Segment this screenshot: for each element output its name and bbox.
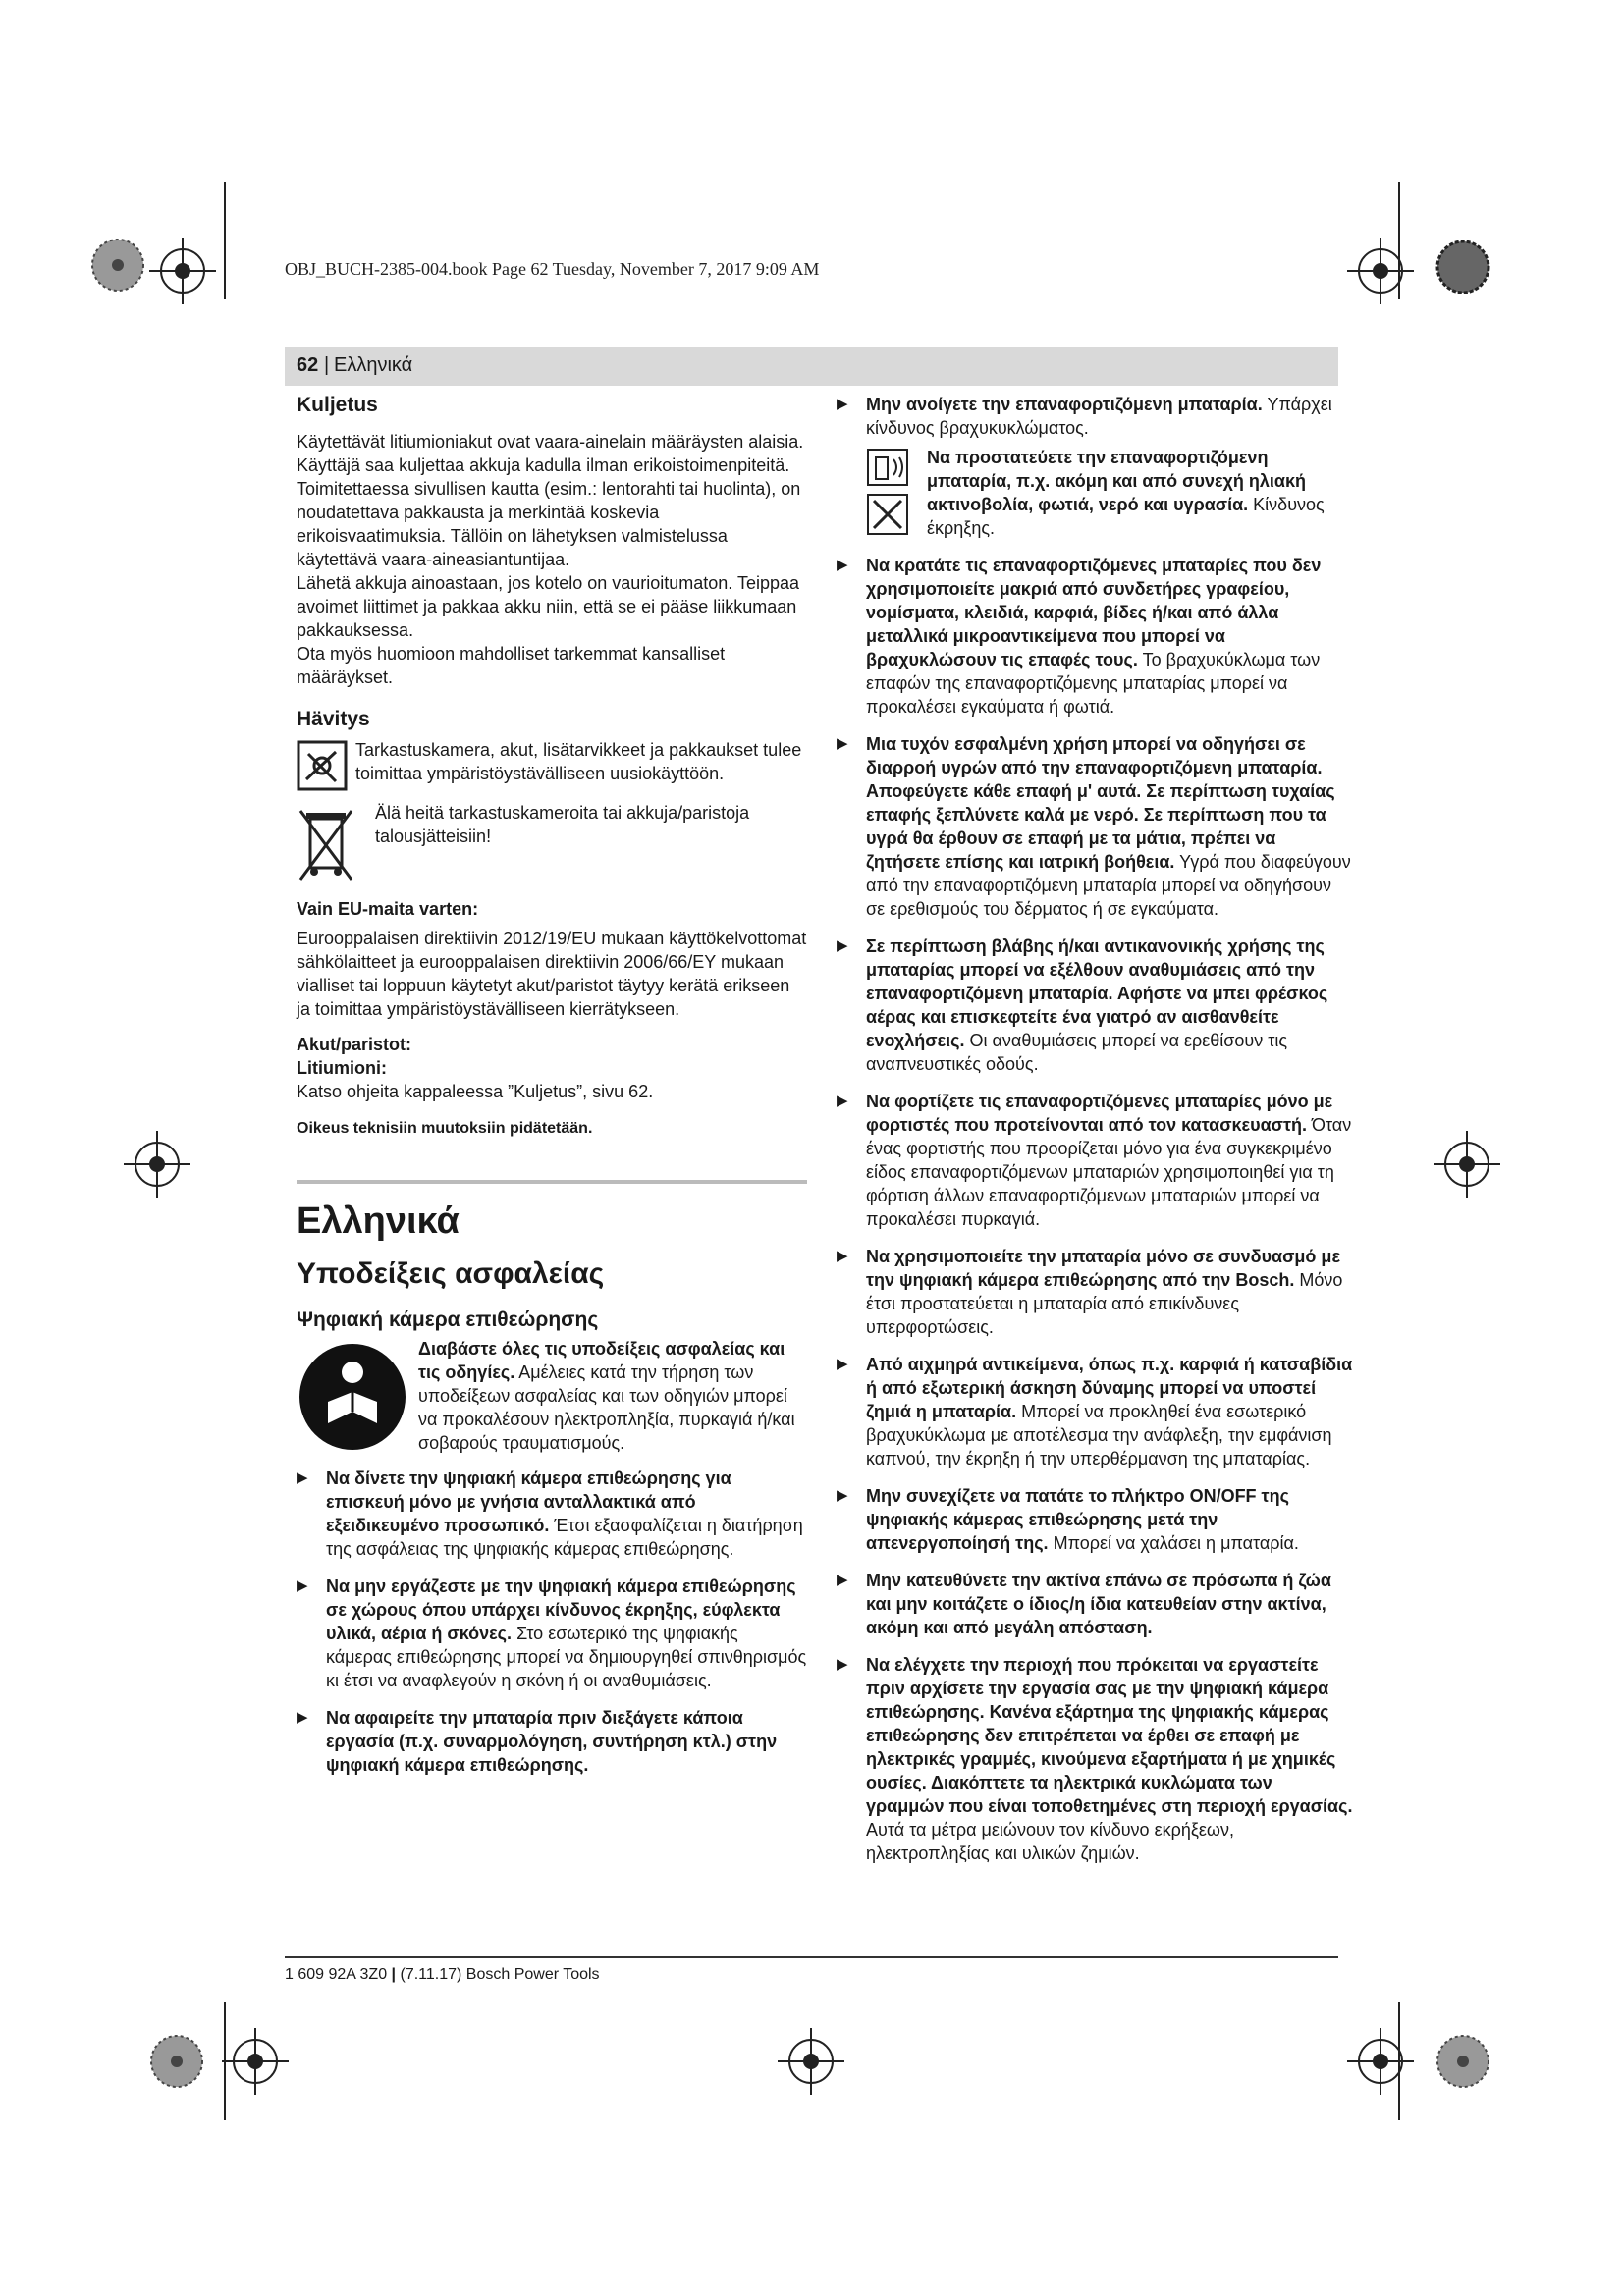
bold-text: Να χρησιμοποιείτε την μπαταρία μόνο σε συνδυασμό με την ψηφιακή κάμερα επιθεώρησης από την Bosch. xyxy=(866,1247,1340,1290)
normal-text: Όταν ένας φορτιστής που προορίζεται μόνο για ένα συγκεκριμένο είδος επαναφορτιζόμενων μπαταριών χρησιμοποιηθεί για τη φόρτιση άλλων επαναφορτιζόμενων μπαταριών μπορεί να προκαλέσει πυρκαγιά. xyxy=(866,1115,1352,1229)
recycle-icon xyxy=(297,740,348,797)
registration-mark-bottom-center xyxy=(776,2026,846,2097)
bullet-marker: ▶ xyxy=(297,1469,308,1486)
safety-bullet xyxy=(837,732,1353,921)
section-title-kuljetus: Kuljetus xyxy=(297,394,378,416)
battery-water-icon xyxy=(866,493,909,542)
greek-language-title: Ελληνικά xyxy=(297,1201,460,1242)
bin-row xyxy=(297,801,807,883)
header-language: Ελληνικά xyxy=(334,354,413,376)
paragraph xyxy=(418,1337,807,1455)
bullet-marker: ▶ xyxy=(837,1248,848,1264)
paragraph: Lähetä akkuja ainoastaan, jos kotelo on vaurioitumaton. Teippaa avoimet liittimet ja pakkaa akku niin, että se ei pääse liikkumaan pakkauksessa. xyxy=(297,573,800,640)
read-manual-row xyxy=(297,1337,807,1455)
registration-mark-bottom-right xyxy=(1345,2026,1416,2097)
bold-text: Να μην εργάζεστε με την ψηφιακή κάμερα επιθεώρησης σε χώρους όπου υπάρχει κίνδυνος έκρηξης, εύφλεκτα υλικά, αέρια ή σκόνες. xyxy=(326,1576,796,1643)
bold-text: Να φορτίζετε τις επαναφορτιζόμενες μπαταρίες μόνο με φορτιστές που προτείνονται από τον κατασκευαστή. xyxy=(866,1092,1333,1135)
crop-line xyxy=(224,2002,226,2120)
safety-bullet xyxy=(837,393,1353,440)
crop-line xyxy=(224,182,226,299)
safety-bullet xyxy=(837,1484,1353,1555)
footer-code: 1 609 92A 3Z0 xyxy=(285,1966,388,1983)
normal-text: Υγρά που διαφεύγουν από την επαναφορτιζόμενη μπαταρία μπορεί να οδηγήσουν σε ερεθισμούς του δέρματος ή σε εγκαύματα. xyxy=(866,852,1351,919)
paragraph: Ota myös huomioon mahdolliset tarkemmat kansalliset määräykset. xyxy=(297,644,726,687)
bold-text: Μην ανοίγετε την επαναφορτιζόμενη μπαταρία. xyxy=(866,395,1263,414)
safety-bullet xyxy=(837,1653,1353,1865)
registration-mark-mid-left xyxy=(122,1129,192,1200)
safety-bullet xyxy=(837,554,1353,719)
safety-bullet xyxy=(297,1575,807,1692)
bullet-marker: ▶ xyxy=(297,1577,308,1594)
bullet-marker: ▶ xyxy=(837,735,848,752)
starburst-mark-bottom-right xyxy=(1434,2032,1492,2091)
litium-title: Litiumioni: xyxy=(297,1058,387,1078)
normal-text: Υπάρχει κίνδυνος βραχυκυκλώματος. xyxy=(866,395,1332,438)
crop-line xyxy=(1398,2002,1400,2120)
bold-text: Από αιχμηρά αντικείμενα, όπως π.χ. καρφιά ή κατσαβίδια ή από εξωτερική άσκηση δύναμης μπορεί να υποστεί ζημιά η μπαταρία. xyxy=(866,1355,1353,1421)
right-column xyxy=(837,393,1353,1879)
bold-text: Μην συνεχίζετε να πατάτε το πλήκτρο ON/OFF της ψηφιακής κάμερας επιθεώρησης μετά την απενεργοποίησή της. xyxy=(866,1486,1289,1553)
bold-text: Να κρατάτε τις επαναφορτιζόμενες μπαταρίες που δεν χρησιμοποιείτε μακριά από συνδετήρες γραφείου, νομίσματα, κλειδιά, καρφιά, βίδες ή/και από άλλα μεταλλικά μικροαντικείμενα που μπορεί να βραχυκλώσουν τις επαφές τους. xyxy=(866,556,1322,669)
header-separator: | xyxy=(324,354,330,376)
normal-text: Μπορεί να χαλάσει η μπαταρία. xyxy=(1053,1533,1299,1553)
paragraph: Katso ohjeita kappaleessa ”Kuljetus”, sivu 62. xyxy=(297,1082,654,1101)
paragraph: Tarkastuskamera, akut, lisätarvikkeet ja pakkaukset tulee toimittaa ympäristöystävälliseen uusiokäyttöön. xyxy=(355,740,802,783)
read-manual-icon xyxy=(298,1343,406,1457)
safety-title: Υποδείξεις ασφαλείας xyxy=(297,1257,605,1290)
section-rule xyxy=(297,1180,807,1184)
registration-mark-top-left xyxy=(147,236,218,306)
paragraph xyxy=(927,446,1353,540)
bold-text: Μια τυχόν εσφαλμένη χρήση μπορεί να οδηγήσει σε διαρροή υγρών από την επαναφορτιζόμενη μπαταρία. Αποφεύγετε κάθε επαφή μ' αυτά. Σε περίπτωση τυχαίας επαφής ξεπλύνετε καλά με νερό. Σε περίπτωση που τα υγρά θα έρθουν σε επαφή με τα μάτια, πρέπει να ζητήσετε επίσης και ιατρική βοήθεια. xyxy=(866,734,1335,872)
bullet-marker: ▶ xyxy=(837,1093,848,1109)
paragraph: Eurooppalaisen direktiivin 2012/19/EU mukaan käyttökelvottomat sähkölaitteet ja eurooppalaisen direktiivin 2006/66/EY mukaan vialliset tai loppuun käytetyt akut/paristot täytyy kerätä erikseen ja toimittaa ympäristöystävälliseen kierrätykseen. xyxy=(297,929,807,1019)
page-header-bar xyxy=(285,347,1338,386)
bullet-marker: ▶ xyxy=(837,396,848,412)
akut-title: Akut/paristot: xyxy=(297,1035,411,1054)
recycle-row xyxy=(297,738,807,797)
bullet-marker: ▶ xyxy=(837,1656,848,1673)
left-column xyxy=(297,393,807,1790)
safety-bullet xyxy=(837,1090,1353,1231)
bullet-marker: ▶ xyxy=(837,1572,848,1588)
normal-text: Αυτά τα μέτρα μειώνουν τον κίνδυνο εκρήξεων, ηλεκτροπληξίας και υλικών ζημιών. xyxy=(866,1820,1234,1863)
eu-title: Vain EU-maita varten: xyxy=(297,899,479,919)
camera-title: Ψηφιακή κάμερα επιθεώρησης xyxy=(297,1308,599,1331)
normal-text: Μόνο έτσι προστατεύεται η μπαταρία από επικίνδυνες υπερφορτώσεις. xyxy=(866,1270,1343,1337)
reserve-note: Oikeus teknisiin muutoksiin pidätetään. xyxy=(297,1120,593,1137)
normal-text: Το βραχυκύκλωμα των επαφών της επαναφορτιζόμενης μπαταρίας μπορεί να προκαλέσει εγκαύματα ή φωτιά. xyxy=(866,650,1321,717)
page-number: 62 xyxy=(297,354,319,376)
bold-text: Να προστατεύετε την επαναφορτιζόμενη μπαταρία, π.χ. ακόμη και από συνεχή ηλιακή ακτινοβολία, φωτιά, νερό και υγρασία. xyxy=(927,448,1306,514)
bold-text: Μην κατευθύνετε την ακτίνα επάνω σε πρόσωπα ή ζώα και μην κοιτάζετε ο ίδιος/η ίδια κατευθείαν στην ακτίνα, ακόμη και από μεγάλη απόσταση. xyxy=(866,1571,1331,1637)
normal-text: Οι αναθυμιάσεις μπορεί να ερεθίσουν τις αναπνευστικές οδούς. xyxy=(866,1031,1288,1074)
bullet-marker: ▶ xyxy=(837,1356,848,1372)
starburst-mark-top-left xyxy=(88,236,147,294)
safety-bullet xyxy=(837,1569,1353,1639)
safety-bullet xyxy=(837,1245,1353,1339)
crossed-bin-icon xyxy=(297,807,355,889)
registration-mark-top-right xyxy=(1345,236,1416,306)
registration-mark-bottom-left xyxy=(220,2026,291,2097)
normal-text: Κίνδυνος έκρηξης. xyxy=(927,495,1325,538)
starburst-mark-bottom-left xyxy=(147,2032,206,2091)
paragraph: Älä heitä tarkastuskameroita tai akkuja/paristoja talousjätteisiin! xyxy=(375,803,750,846)
crop-line xyxy=(1398,182,1400,299)
bold-text: Να ελέγχετε την περιοχή που πρόκειται να εργαστείτε πριν αρχίσετε την εργασία σας με την ψηφιακή κάμερα επιθεώρησης. Κανένα εξάρτημα της ψηφιακής κάμερας επιθεώρησης δεν επιτρέπεται να έρθει σε επαφή με ηλεκτρικές γραμμές, κινούμενα εξαρτήματα ή με χημικές ουσίες. Διακόπτετε τα ηλεκτρικά κυκλώματα των γραμμών που είναι τοποθετημένες στη περιοχή εργασίας. xyxy=(866,1655,1353,1816)
bold-text: Σε περίπτωση βλάβης ή/και αντικανονικής χρήσης της μπαταρίας μπορεί να εξέλθουν αναθυμιάσεις από την επαναφορτιζόμενη μπαταρία. Αφήστε να μπει φρέσκος αέρας και επισκεφτείτε ένα γιατρό αν αισθανθείτε ενοχλήσεις. xyxy=(866,936,1328,1050)
color-mark-top-right xyxy=(1434,238,1492,296)
safety-bullet xyxy=(837,1353,1353,1470)
battery-warning-row xyxy=(837,446,1353,540)
normal-text: Μπορεί να προκληθεί ένα εσωτερικό βραχυκύκλωμα με αποτέλεσμα την ανάφλεξη, την εμφάνιση καπνού, την έκρηξη ή την υπερθέρμανση της μπαταρίας. xyxy=(866,1402,1332,1468)
footer-separator: | xyxy=(391,1966,397,1983)
footer-text: (7.11.17) Bosch Power Tools xyxy=(400,1966,600,1983)
registration-mark-mid-right xyxy=(1432,1129,1502,1200)
section-title-havitys: Hävitys xyxy=(297,708,370,730)
page-footer xyxy=(285,1956,1338,1984)
bold-text: Διαβάστε όλες τις υποδείξεις ασφαλείας και τις οδηγίες. xyxy=(418,1339,785,1382)
bold-text: Να αφαιρείτε την μπαταρία πριν διεξάγετε κάποια εργασία (π.χ. συναρμολόγηση, συντήρηση κτλ.) στην ψηφιακή κάμερα επιθεώρησης. xyxy=(326,1708,778,1775)
battery-heat-icon xyxy=(866,448,909,493)
bullet-marker: ▶ xyxy=(837,1487,848,1504)
bullet-marker: ▶ xyxy=(837,937,848,954)
safety-bullet xyxy=(297,1467,807,1561)
bullet-marker: ▶ xyxy=(297,1709,308,1726)
bullet-marker: ▶ xyxy=(837,557,848,573)
paragraph: Käytettävät litiumioniakut ovat vaara-ainelain määräysten alaisia. Käyttäjä saa kuljettaa akkuja kadulla ilman erikoistoimenpiteitä. xyxy=(297,432,804,475)
paragraph: Toimitettaessa sivullisen kautta (esim.: lentorahti tai huolinta), on noudatettava pakkausta ja merkintää koskevia erikoisvaatimuksia. Tällöin on lähetyksen valmistelussa käytettävä vaara-aineasiantuntijaa. xyxy=(297,479,801,569)
safety-bullet xyxy=(837,934,1353,1076)
normal-text: Στο εσωτερικό της ψηφιακής κάμερας επιθεώρησης μπορεί να δημιουργηθεί σπινθηρισμός κι έτσι να αναφλεγούν η σκόνη ή οι αναθυμιάσεις. xyxy=(326,1624,807,1690)
normal-text: Αμέλειες κατά την τήρηση των υποδείξεων ασφαλείας και των οδηγιών μπορεί να προκαλέσουν ηλεκτροπληξία, πυρκαγιά ή/και σοβαρούς τραυματισμούς. xyxy=(418,1362,795,1453)
normal-text: Έτσι εξασφαλίζεται η διατήρηση της ασφάλειας της ψηφιακής κάμερας επιθεώρησης. xyxy=(326,1516,803,1559)
print-slug: OBJ_BUCH-2385-004.book Page 62 Tuesday, November 7, 2017 9:09 AM xyxy=(285,259,820,279)
safety-bullet xyxy=(297,1706,807,1777)
bold-text: Να δίνετε την ψηφιακή κάμερα επιθεώρησης για επισκευή μόνο με γνήσια ανταλλακτικά από εξειδικευμένο προσωπικό. xyxy=(326,1468,731,1535)
